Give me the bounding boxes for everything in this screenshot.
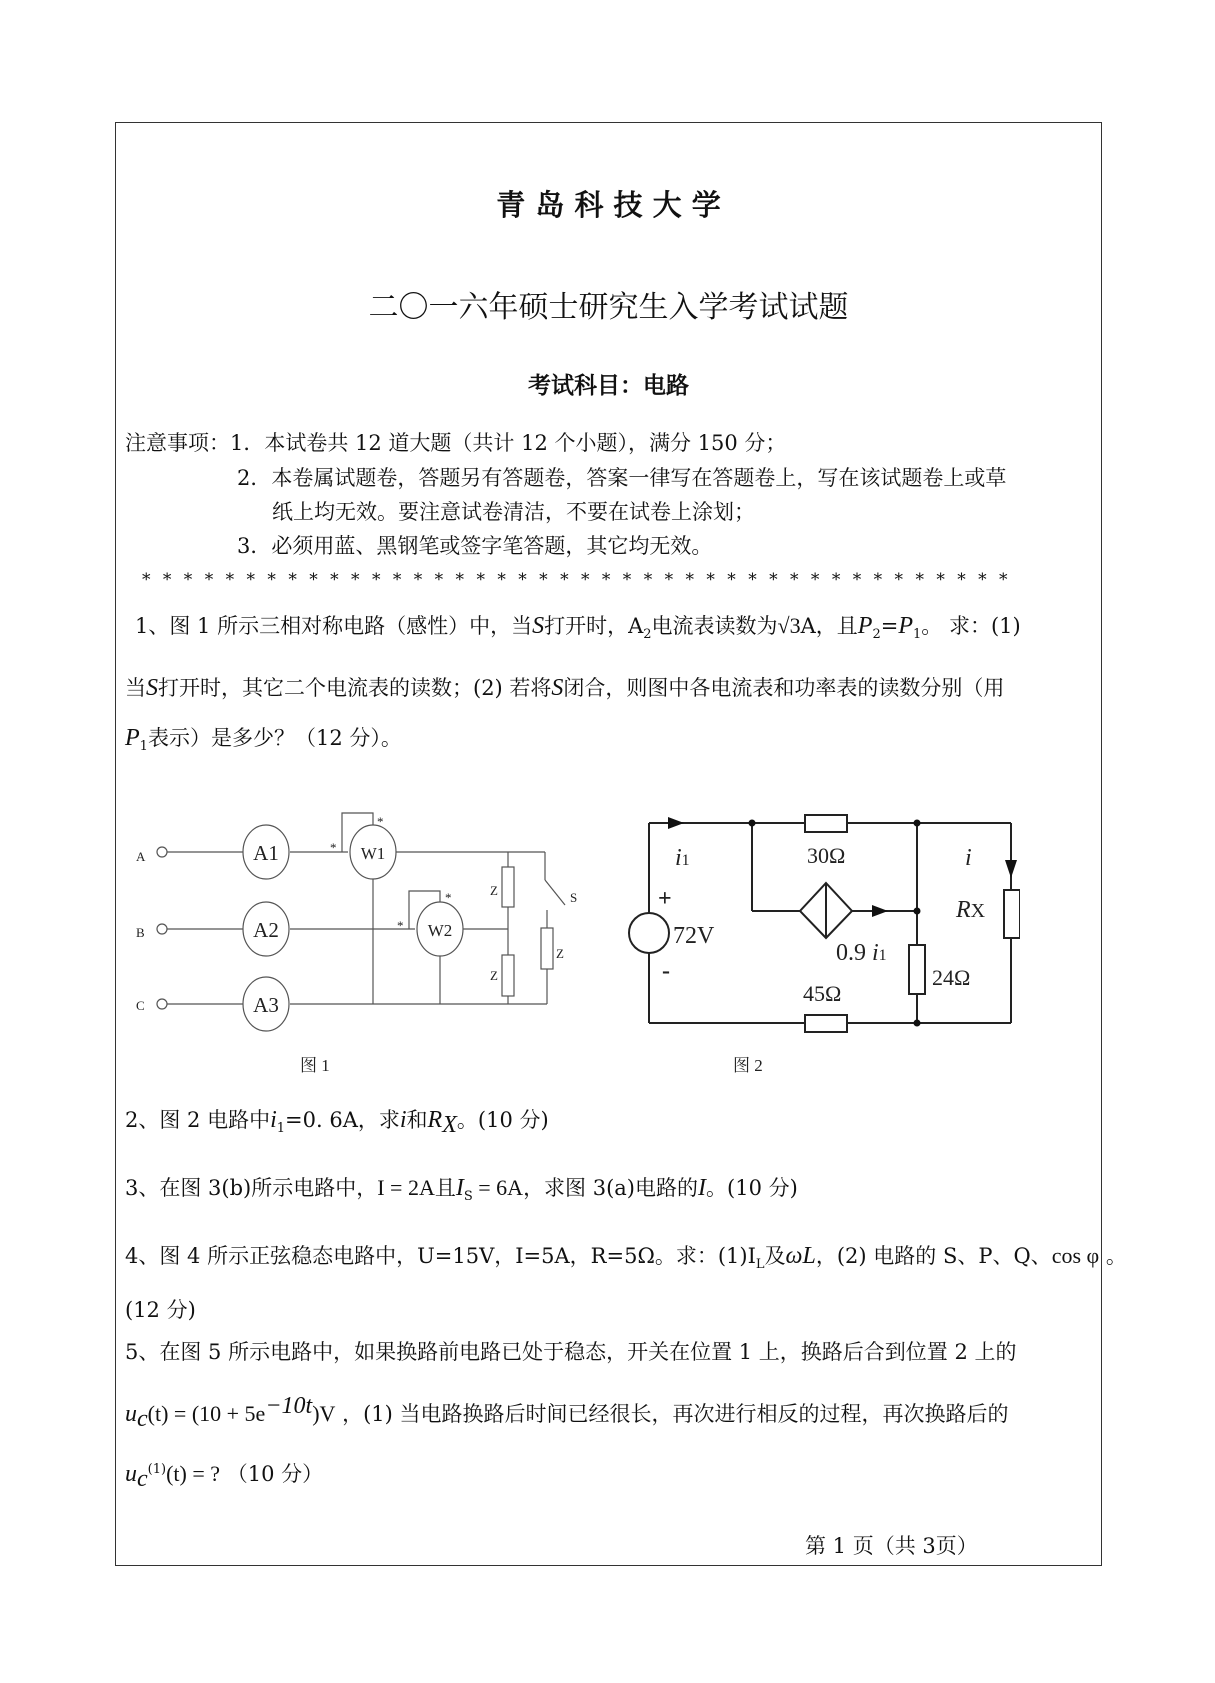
university-title: 青 岛 科 技 大 学 — [496, 188, 721, 222]
note-item: 3．必须用蓝、黑钢笔或签字笔答题，其它均无效。 — [237, 534, 713, 558]
ammeter-a2: A2 — [253, 918, 279, 942]
figure-2-circuit — [600, 780, 1020, 1080]
question-1-line-1: 1、图 1 所示三相对称电路（感性）中，当S打开时，$A_2$电流表读数为√3A，且$P_2=P_1$。 求：(1) — [135, 613, 1021, 643]
notes-label: 注意事项： — [125, 431, 230, 455]
resistor-45-label: 45Ω — [803, 981, 842, 1006]
polarity-mark: * — [330, 840, 337, 855]
question-5-line-2: $u_c(t) = (10 + 5e^{-10t})V$ ，(1) 当电路换路后时间已经很长，再次进行相反的过程，再次换路后的 — [125, 1393, 1009, 1433]
resistor-rx-label: RX — [956, 897, 986, 923]
impedance-label: Z — [490, 883, 498, 898]
figure-1-caption: 图 1 — [300, 1056, 330, 1075]
question-1-line-2: 当S打开时，其它二个电流表的读数；(2) 若将S闭合，则图中各电流表和功率表的读数分别（用 — [125, 675, 1005, 701]
question-3: 3、在图 3(b)所示电路中，I = 2A且$I_S = 6A$，求图 3(a)电路的I。(10 分) — [125, 1175, 798, 1205]
question-5-line-1: 5、在图 5 所示电路中，如果换路前电路已处于稳态，开关在位置 1 上，换路后合到位置 2 上的 — [125, 1340, 1017, 1364]
question-1-line-3: $P_1$表示）是多少？（12 分）。 — [125, 725, 402, 755]
question-5-line-3: $u_c^{(1)}(t)$ = ? （10 分） — [125, 1461, 324, 1493]
figure-1-three-phase-circuit — [110, 780, 590, 1080]
exam-subject: 考试科目：电路 — [528, 372, 689, 399]
question-2: 2、图 2 电路中$i_1=0$. 6A，求i和$R_X$。(10 分) — [125, 1107, 549, 1139]
question-4: 4、图 4 所示正弦稳态电路中，U=15V，I=5A，R=5Ω。求：$(1)I_L$及ωL，(2) 电路的 S、P、Q、cos φ 。 — [125, 1243, 1127, 1273]
node-a-label: A — [136, 849, 146, 864]
resistor-30-label: 30Ω — [807, 843, 846, 868]
ammeter-a3: A3 — [253, 993, 279, 1017]
notes-line-1 — [125, 433, 786, 454]
polarity-mark: * — [377, 814, 384, 829]
current-i-label: i — [965, 845, 972, 871]
dependent-source-label: 0.9 i1 — [836, 940, 887, 966]
note-item: 纸上均无效。要注意试卷清洁，不要在试卷上涂划； — [272, 500, 755, 524]
node-b-label: B — [136, 925, 145, 940]
impedance-label: Z — [490, 968, 498, 983]
resistor-24-label: 24Ω — [932, 965, 971, 990]
page-number: 第 1 页（共 3页） — [805, 1534, 978, 1558]
polarity-mark: * — [445, 890, 452, 905]
node-c-label: C — [136, 998, 145, 1013]
note-item: 2．本卷属试题卷，答题另有答题卷，答案一律写在答题卷上，写在该试题卷上或草 — [237, 466, 1007, 490]
note-item: 1．本试卷共 12 道大题（共计 12 个小题），满分 150 分； — [230, 431, 787, 455]
minus-sign: - — [662, 958, 670, 984]
current-i1-label: i1 — [675, 845, 690, 871]
wattmeter-w1: W1 — [360, 844, 386, 863]
plus-sign: + — [658, 886, 672, 912]
question-4-score: (12 分) — [125, 1298, 196, 1322]
impedance-label: Z — [556, 946, 564, 961]
separator: * * * * * * * * * * * * * * * * * * * * * * * * * * * * * * * * * * * * * * * * * * — [142, 570, 1012, 590]
figure-2-caption: 图 2 — [733, 1056, 763, 1075]
wattmeter-w2: W2 — [427, 921, 453, 940]
exam-title: 二〇一六年硕士研究生入学考试试题 — [368, 290, 849, 325]
source-voltage: 72V — [673, 923, 715, 949]
polarity-mark: * — [397, 918, 404, 933]
switch-label: S — [570, 890, 578, 905]
ammeter-a1: A1 — [253, 841, 279, 865]
